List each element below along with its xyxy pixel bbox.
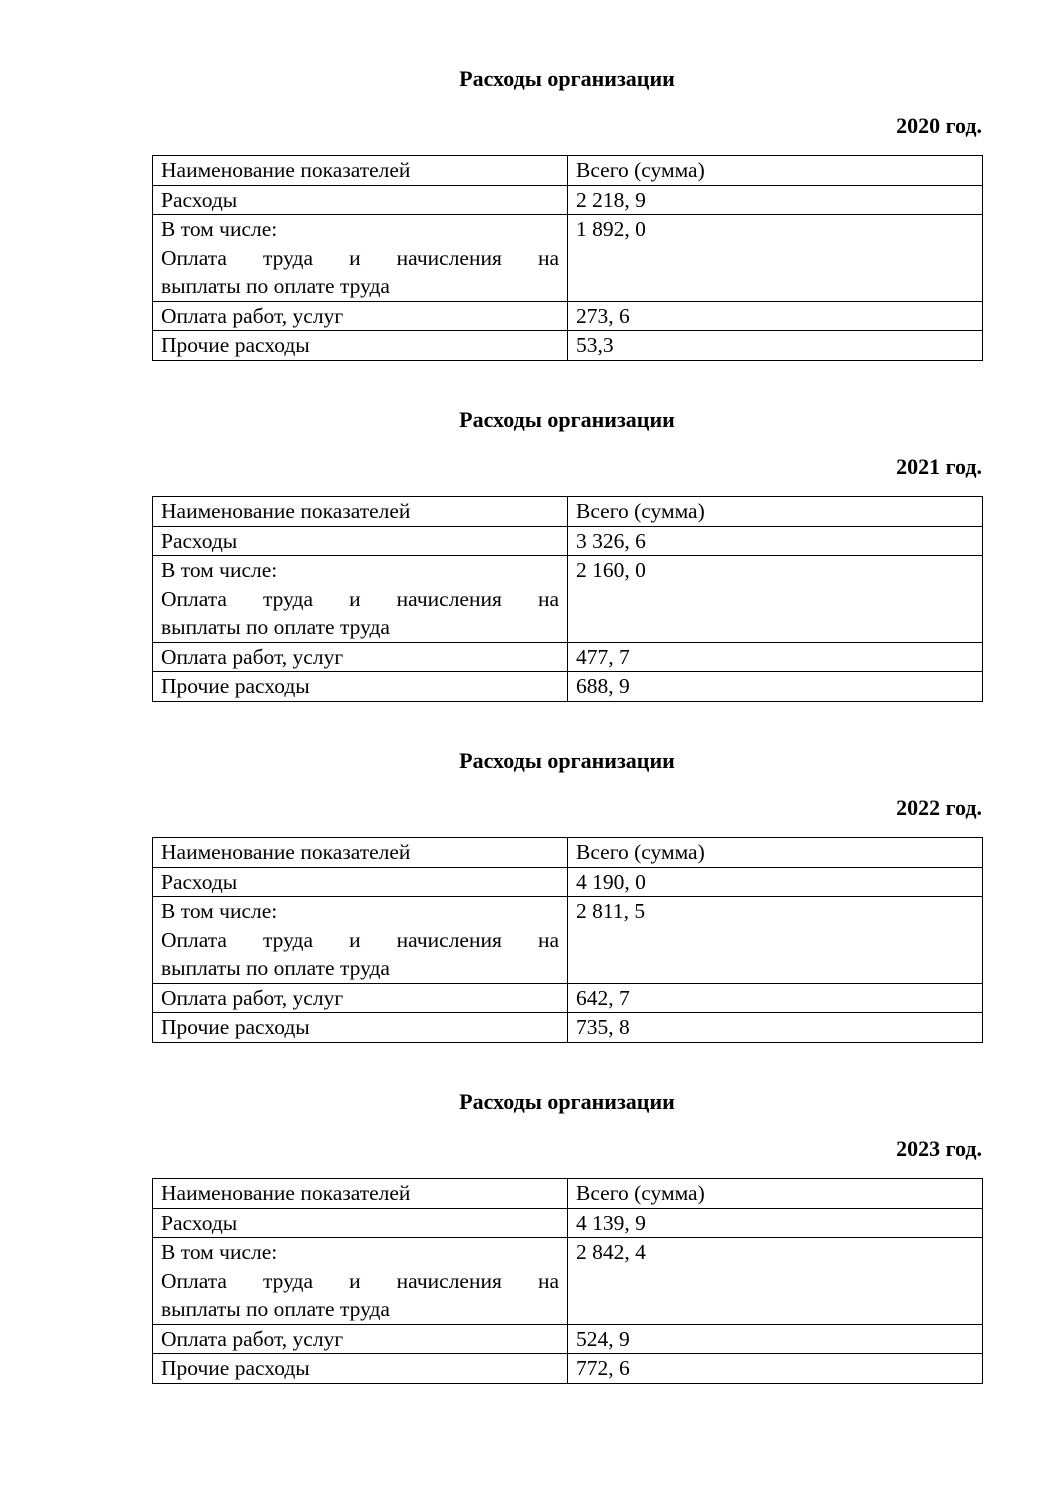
row-value: 772, 6 — [568, 1354, 983, 1384]
including-label-line1: В том числе: — [161, 899, 278, 923]
section-title: Расходы организации — [459, 748, 675, 773]
including-label-line1: В том числе: — [161, 1240, 278, 1264]
table-header-row — [153, 156, 983, 186]
including-label-line2: Оплата труда и начисления на — [161, 586, 559, 611]
row-label: Прочие расходы — [153, 1354, 568, 1384]
row-label: Оплата работ, услуг — [153, 642, 568, 672]
table-row-services — [153, 301, 983, 331]
section-year: 2021 год. — [896, 454, 982, 479]
expenses-table — [152, 837, 983, 1043]
row-value: 2 842, 4 — [568, 1238, 983, 1325]
row-label — [153, 215, 568, 302]
header-total-cell: Всего (сумма) — [568, 838, 983, 868]
section-year: 2022 год. — [896, 795, 982, 820]
table-row-services — [153, 1324, 983, 1354]
header-name-cell: Наименование показателей — [153, 838, 568, 868]
row-label — [153, 556, 568, 643]
table-row-other — [153, 1354, 983, 1384]
expenses-table — [152, 155, 983, 361]
expenses-table — [152, 1178, 983, 1384]
row-value: 2 811, 5 — [568, 897, 983, 984]
header-name-cell: Наименование показателей — [153, 156, 568, 186]
section-year: 2020 год. — [896, 113, 982, 138]
table-row-other — [153, 672, 983, 702]
table-row-including — [153, 897, 983, 984]
including-label-line2: Оплата труда и начисления на — [161, 245, 559, 270]
header-total-cell: Всего (сумма) — [568, 156, 983, 186]
including-label-line3: выплаты по оплате труда — [161, 1297, 390, 1321]
row-label: Прочие расходы — [153, 672, 568, 702]
section-2022 — [0, 748, 1058, 1048]
table-row-other — [153, 1013, 983, 1043]
row-value: 3 326, 6 — [568, 526, 983, 556]
table-row-including — [153, 556, 983, 643]
including-label-line2: Оплата труда и начисления на — [161, 927, 559, 952]
header-total-cell: Всего (сумма) — [568, 1179, 983, 1209]
table-row-other — [153, 331, 983, 361]
row-label: Оплата работ, услуг — [153, 1324, 568, 1354]
row-label: Оплата работ, услуг — [153, 983, 568, 1013]
header-name-cell: Наименование показателей — [153, 497, 568, 527]
including-label-line3: выплаты по оплате труда — [161, 274, 390, 298]
including-label-line3: выплаты по оплате труда — [161, 615, 390, 639]
table-row-services — [153, 642, 983, 672]
expenses-table — [152, 496, 983, 702]
header-name-cell: Наименование показателей — [153, 1179, 568, 1209]
row-label: Расходы — [153, 185, 568, 215]
row-value: 2 160, 0 — [568, 556, 983, 643]
row-value: 524, 9 — [568, 1324, 983, 1354]
row-value: 2 218, 9 — [568, 185, 983, 215]
table-header-row — [153, 497, 983, 527]
table-row-expenses — [153, 185, 983, 215]
row-value: 642, 7 — [568, 983, 983, 1013]
row-value: 477, 7 — [568, 642, 983, 672]
section-2023 — [0, 1089, 1058, 1389]
row-label: Расходы — [153, 1208, 568, 1238]
row-label: Прочие расходы — [153, 1013, 568, 1043]
table-row-services — [153, 983, 983, 1013]
including-label-line3: выплаты по оплате труда — [161, 956, 390, 980]
table-row-expenses — [153, 867, 983, 897]
row-label — [153, 1238, 568, 1325]
section-2020 — [0, 66, 1058, 366]
including-label-line1: В том числе: — [161, 558, 278, 582]
row-label: Расходы — [153, 867, 568, 897]
table-row-including — [153, 215, 983, 302]
table-row-expenses — [153, 1208, 983, 1238]
row-value: 53,3 — [568, 331, 983, 361]
table-row-including — [153, 1238, 983, 1325]
row-label: Прочие расходы — [153, 331, 568, 361]
row-value: 735, 8 — [568, 1013, 983, 1043]
row-value: 273, 6 — [568, 301, 983, 331]
section-year: 2023 год. — [896, 1136, 982, 1161]
row-value: 1 892, 0 — [568, 215, 983, 302]
row-label: Расходы — [153, 526, 568, 556]
section-title: Расходы организации — [459, 66, 675, 91]
section-2021 — [0, 407, 1058, 707]
table-header-row — [153, 1179, 983, 1209]
row-label: Оплата работ, услуг — [153, 301, 568, 331]
row-value: 688, 9 — [568, 672, 983, 702]
section-title: Расходы организации — [459, 1089, 675, 1114]
header-total-cell: Всего (сумма) — [568, 497, 983, 527]
table-row-expenses — [153, 526, 983, 556]
including-label-line2: Оплата труда и начисления на — [161, 1268, 559, 1293]
row-value: 4 190, 0 — [568, 867, 983, 897]
section-title: Расходы организации — [459, 407, 675, 432]
row-value: 4 139, 9 — [568, 1208, 983, 1238]
row-label — [153, 897, 568, 984]
table-header-row — [153, 838, 983, 868]
including-label-line1: В том числе: — [161, 217, 278, 241]
